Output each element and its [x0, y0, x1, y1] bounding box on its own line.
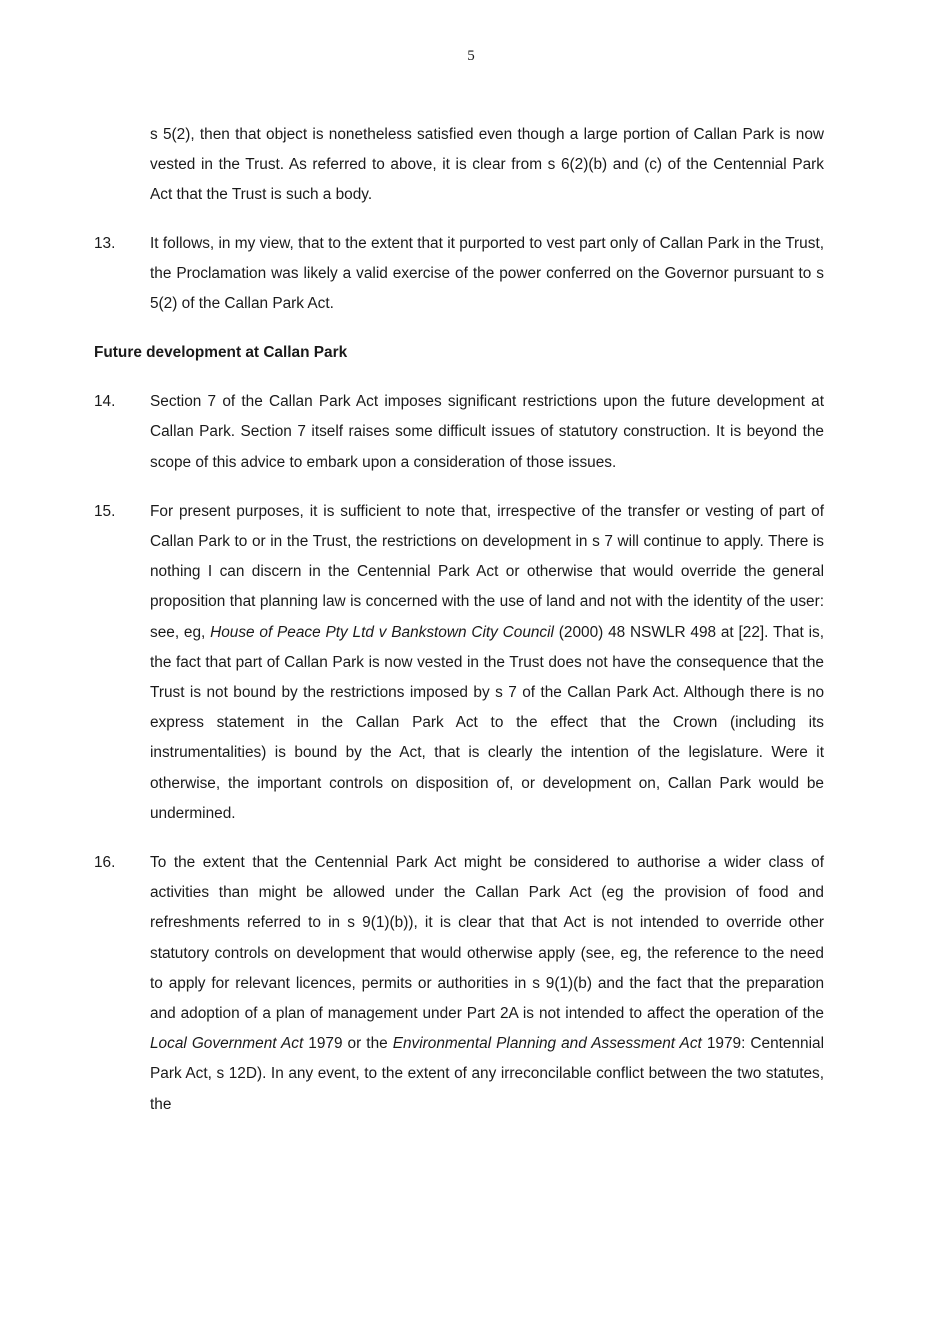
paragraph-16: [94, 848, 824, 1120]
paragraph-number: 14.: [94, 393, 116, 411]
paragraph-text: It follows, in my view, that to the extent that it purported to vest part only of Callan Park in the Trust, the Proclamation was likely a valid exercise of the power conferred on the Governor pursuant to s 5(2) of the Callan Park Act.: [150, 234, 824, 313]
case-citation: House of Peace Pty Ltd v Bankstown City Council: [210, 623, 554, 641]
paragraph-text: (2000) 48 NSWLR 498 at [22]. That is, the fact that part of Callan Park is now vested in the Trust does not have the consequence that the Trust is not bound by the restrictions imposed by s 7 of the Callan Park Act. Although there is no express statement in the Callan Park Act to the effect that the Crown (including its instrumentalities) is bound by the Act, that is clearly the intention of the legislature. Were it otherwise, the important controls on disposition of, or development on, Callan Park would be undermined.: [150, 623, 824, 822]
act-citation: Environmental Planning and Assessment Act: [392, 1035, 702, 1053]
paragraph-text: 1979 or the: [303, 1035, 393, 1053]
paragraph-text: To the extent that the Centennial Park Act might be considered to authorise a wider class of activities than might be allowed under the Callan Park Act (eg the provision of food and refreshments referred to in s 9(1)(b)), it is clear that that Act is not intended to override other statutory controls on development that would otherwise apply (see, eg, the reference to the need to apply for relevant licences, permits or authorities in s 9(1)(b) and the fact that the preparation and adoption of a plan of management under Part 2A is not intended to affect the operation of the: [150, 854, 824, 1023]
paragraph-text: Section 7 of the Callan Park Act imposes significant restrictions upon the future development at Callan Park. Section 7 itself raises some difficult issues of statutory construction. It is beyond the scope of this advice to embark upon a consideration of those issues.: [150, 393, 824, 471]
paragraph-text: 1979: Centennial Park Act, s 12D). In any event, to the extent of any irreconcilable conflict between the two statutes, the: [150, 1035, 824, 1113]
paragraph-number: 13.: [94, 234, 116, 252]
paragraph-number: 15.: [94, 502, 116, 520]
page-number: 5: [467, 48, 475, 64]
paragraph-12-continuation: [94, 120, 824, 211]
document-body: [94, 120, 824, 1139]
act-citation: Local Government Act: [150, 1035, 304, 1053]
paragraph-14: [94, 387, 824, 478]
paragraph-number: 16.: [94, 854, 116, 872]
paragraph-15: [94, 497, 824, 829]
paragraph-text: s 5(2), then that object is nonetheless satisfied even though a large portion of Callan Park is now vested in the Trust. As referred to above, it is clear from s 6(2)(b) and (c) of the Centennial Park Act that the Trust is such a body.: [150, 126, 824, 204]
section-heading: Future development at Callan Park: [94, 344, 348, 362]
paragraph-text: For present purposes, it is sufficient to note that, irrespective of the transfer or vesting of part of Callan Park to or in the Trust, the restrictions on development in s 7 will continue to apply. There is nothing I can discern in the Centennial Park Act or otherwise that would override the general proposition that planning law is concerned with the use of land and not with the identity of the user: see, eg,: [150, 502, 824, 641]
paragraph-13: [94, 229, 824, 320]
